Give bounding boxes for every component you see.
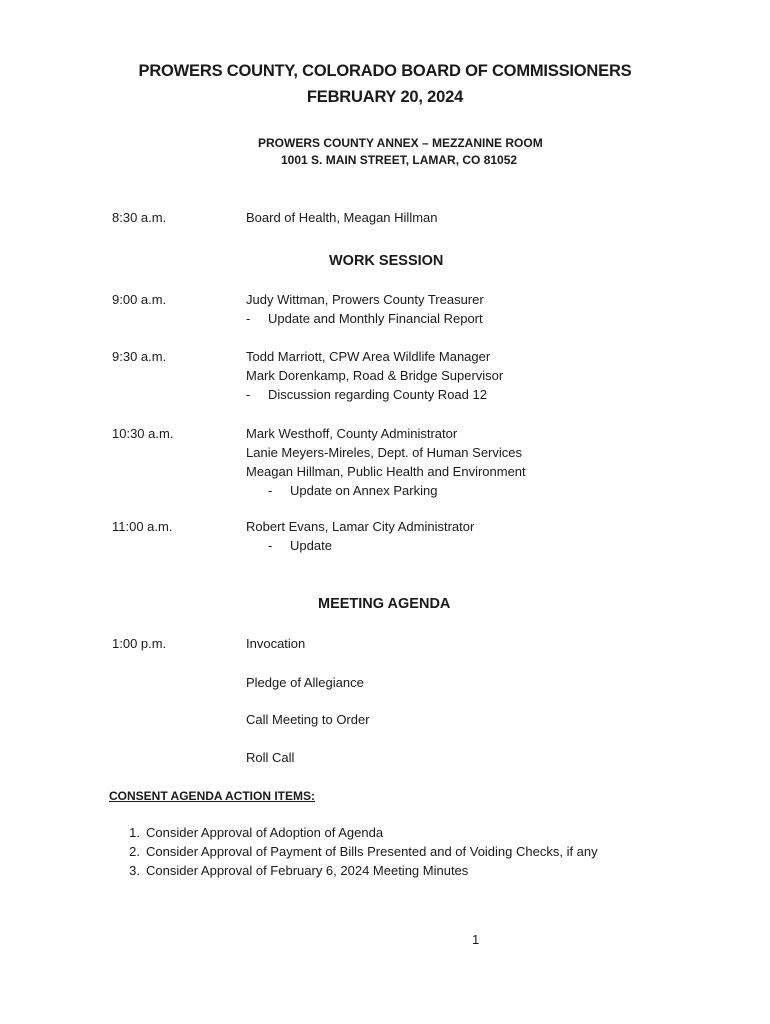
agenda-line: Robert Evans, Lamar City Administrator [246, 519, 475, 534]
agenda-bullet: - Update and Monthly Financial Report [246, 311, 483, 326]
agenda-time: 8:30 a.m. [112, 210, 167, 225]
venue-name: PROWERS COUNTY ANNEX – MEZZANINE ROOM [258, 136, 543, 150]
consent-agenda-heading: CONSENT AGENDA ACTION ITEMS: [109, 789, 315, 803]
agenda-time: 9:30 a.m. [112, 349, 167, 364]
agenda-time: 10:30 a.m. [112, 426, 174, 441]
list-item: 1. Consider Approval of Adoption of Agenda [129, 825, 384, 840]
agenda-time: 11:00 a.m. [112, 519, 173, 534]
agenda-description: Board of Health, Meagan Hillman [246, 210, 438, 225]
agenda-bullet: - Update [268, 538, 332, 553]
agenda-item [246, 517, 474, 555]
agenda-line: Pledge of Allegiance [246, 675, 364, 690]
agenda-line: Roll Call [246, 750, 295, 765]
agenda-line: Judy Wittman, Prowers County Treasurer [246, 292, 484, 307]
agenda-line: Call Meeting to Order [246, 712, 370, 727]
agenda-line: Mark Westhoff, County Administrator [246, 426, 458, 441]
agenda-item [246, 424, 526, 500]
document-title: PROWERS COUNTY, COLORADO BOARD OF COMMISSIONERS [138, 62, 632, 80]
agenda-line: Meagan Hillman, Public Health and Environment [246, 464, 526, 479]
agenda-item [246, 290, 484, 328]
venue-address: 1001 S. MAIN STREET, LAMAR, CO 81052 [281, 153, 518, 167]
consent-agenda-list [118, 823, 598, 880]
list-item: 2. Consider Approval of Payment of Bills Presented and of Voiding Checks, if any [129, 844, 598, 859]
page-number: 1 [472, 932, 480, 947]
list-item: 3. Consider Approval of February 6, 2024 Meeting Minutes [129, 863, 469, 878]
agenda-line: Mark Dorenkamp, Road & Bridge Supervisor [246, 368, 504, 383]
agenda-bullet: - Discussion regarding County Road 12 [246, 387, 487, 402]
agenda-line: Lanie Meyers-Mireles, Dept. of Human Services [246, 445, 522, 460]
agenda-line: Invocation [246, 636, 306, 651]
document-date: FEBRUARY 20, 2024 [306, 88, 464, 106]
agenda-bullet: - Update on Annex Parking [268, 483, 438, 498]
meeting-agenda-heading: MEETING AGENDA [318, 596, 451, 612]
agenda-line: Todd Marriott, CPW Area Wildlife Manager [246, 349, 491, 364]
work-session-heading: WORK SESSION [329, 253, 444, 269]
agenda-time: 9:00 a.m. [112, 292, 167, 307]
agenda-item [246, 347, 503, 404]
agenda-time: 1:00 p.m. [112, 636, 167, 651]
